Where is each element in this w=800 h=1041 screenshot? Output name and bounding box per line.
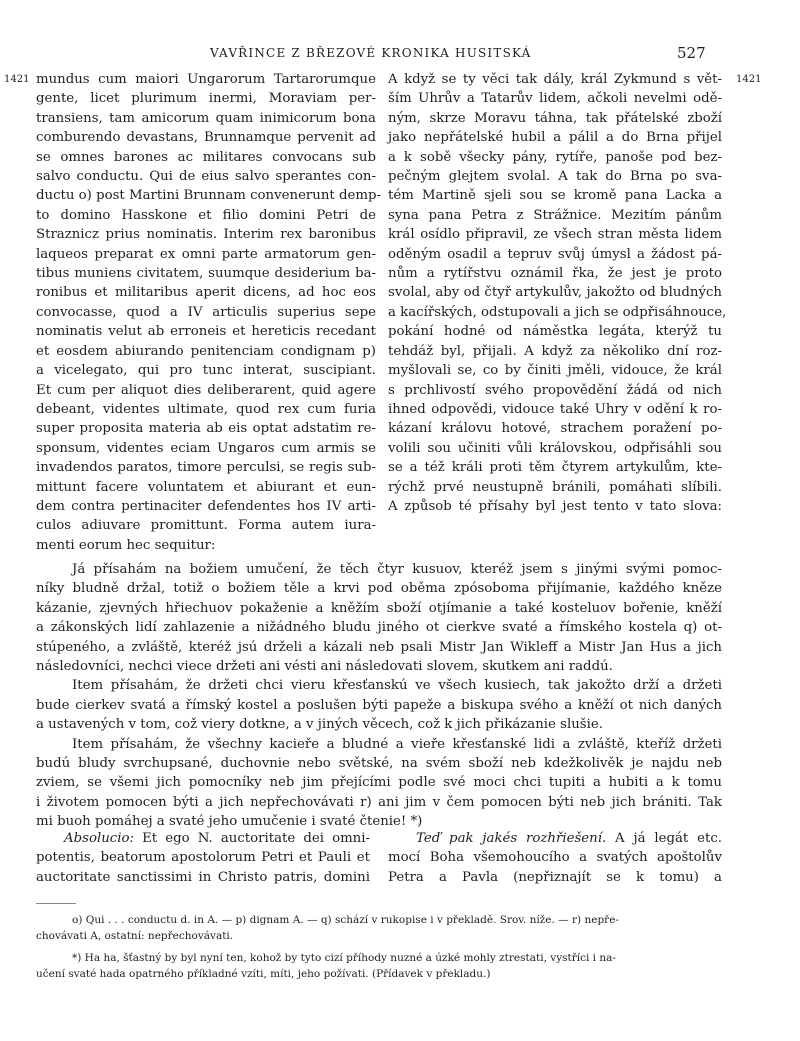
- latin-line: to domino Hasskone et filio domini Petri de: [36, 207, 376, 223]
- running-header: VAVŘINCE Z BŘEZOVÉ KRONIKA HUSITSKÁ: [210, 46, 532, 60]
- latin-line: comburendo devastans, Brunnamque pervenit ad: [36, 130, 376, 146]
- oath-line: stúpeného, a zvláště, kteréž jsú drželi a kázali neb psali Mistr Jan Wikleff a Mistr Jan Hus a jich: [36, 639, 722, 655]
- oath-line: a zákonských lidí zahlazenie a nižádného bludu jiného ot cierkve svaté a římského kostela q) ot-: [36, 620, 722, 636]
- absolution-latin-line: auctoritate sanctissimi in Christo patris, domini: [36, 869, 370, 885]
- oath-line: Item přísahám, že držeti chci vieru křesťanskú ve všech kusiech, tak jakožto drží a držeti: [72, 678, 722, 694]
- footnote-line: o) Qui . . . conductu d. in A. — p) dignam A. — q) schází v rukopise i v překladě. Srov. níže. — r) nepře-: [72, 914, 619, 926]
- latin-line: mittunt facere voluntatem et abiurant et eun-: [36, 479, 376, 495]
- latin-line: et eosdem abiurando penitenciam condignam p): [36, 343, 376, 359]
- latin-line: gente, licet plurimum inermi, Moraviam per-: [36, 91, 376, 107]
- czech-line: A když se ty věci tak dály, král Zykmund s vět-: [388, 72, 722, 87]
- latin-line: debeant, videntes ultimate, quod rex cum furia: [36, 401, 376, 417]
- czech-line: nům a rytířstvu oznámil řka, že jest je proto: [388, 266, 722, 282]
- czech-line: volili sou učiniti vůli královskou, odpřisáhli sou: [388, 440, 722, 456]
- oath-line: kázanie, zjevných hřiechuov pokaženie a kněžím sboží otjímanie a také kosteluov bořenie, kněží: [36, 600, 722, 616]
- absolution-czech-line: Petra a Pavla (nepřiznajít se k tomu) a: [388, 869, 722, 885]
- latin-line: super proposita materia ab eis optat adstatim re-: [36, 421, 376, 437]
- czech-line: myšlovali se, co by činiti jměli, vidouce, že král: [388, 363, 722, 379]
- translator-note-line: *) Ha ha, šťastný by byl nyní ten, kohož by tyto cizí příhody nuzné a úzké mohly ztrestati, vystříci i na-: [72, 952, 616, 964]
- latin-line: sponsum, videntes eciam Ungaros cum armis se: [36, 440, 376, 456]
- oath-line: a ustavených v tom, což viery dotkne, a v jiných věcech, což k jich přikázanie slušie.: [36, 717, 603, 733]
- latin-line: ronibus et militaribus aperit dicens, ad hoc eos: [36, 285, 376, 301]
- czech-line: syna pana Petra z Strážnice. Mezitím pánům: [388, 207, 722, 223]
- czech-line: rýchž prvé neustupně bránili, pomáhati slíbili.: [388, 479, 722, 495]
- margin-year-left: 1421: [4, 74, 30, 85]
- latin-line: invadendos paratos, timore perculsi, se regis sub-: [36, 460, 376, 476]
- czech-line: pokání hodné od náměstka legáta, kterýž tu: [388, 324, 722, 340]
- oath-text: [36, 560, 722, 832]
- translator-note-line: učení svaté hada opatrného příkladné vzíti, míti, jeho požívati. (Přídavek v překladu.): [36, 968, 491, 980]
- latin-line: a vicelegato, qui pro tunc interat, suscipiant.: [36, 363, 376, 379]
- czech-line: oděným osadil a tepruv svůj úmysl a žádost pá-: [388, 246, 722, 262]
- oath-line: zviem, se všemi jich pomocníky neb jim přejícími podle své moci chci tupiti a hubiti a k tomu: [36, 775, 722, 791]
- latin-line: convocasse, quod a IV articulis superius sepe: [36, 304, 376, 320]
- latin-line: laqueos preparat ex omni parte armatorum gen-: [36, 246, 376, 262]
- absolution-latin: [36, 829, 370, 887]
- oath-line: mi buoh pomáhej a svaté jeho umučenie i svaté čtenie! *): [36, 814, 423, 830]
- margin-year-right: 1421: [736, 74, 762, 85]
- absolution-latin-line: potentis, beatorum apostolorum Petri et Pauli et: [36, 850, 370, 866]
- czech-line: se a též králi proti těm čtyrem artykulům, kte-: [388, 460, 722, 476]
- czech-line: ihned odpovědi, vidouce také Uhry v odění k ro-: [388, 401, 722, 417]
- oath-line: Já přísahám na božiem umučení, že těch čtyr kusuov, kteréž jsem s jinými svými pomoc-: [72, 562, 722, 577]
- czech-line: král osídlo připravil, ze všech stran města lidem: [388, 227, 722, 243]
- czech-line: ším Uhrův a Tatarův lidem, ačkoli nevelmi odě-: [388, 91, 722, 107]
- absolution-czech: [388, 829, 722, 887]
- latin-line: dem contra pertinaciter defendentes hos IV arti-: [36, 498, 376, 514]
- latin-line: Straznicz prius nominatis. Interim rex baronibus: [36, 227, 376, 243]
- oath-line: následovníci, nechci viece držeti ani vésti ani následovati slovem, skutkem ani raddú.: [36, 659, 613, 675]
- czech-line: A způsob té přísahy byl jest tento v tato slova:: [388, 498, 722, 514]
- absolution-latin-line: Absolucio: Et ego N. auctoritate dei omni-: [64, 831, 370, 846]
- footnote-line: chovávati A, ostatní: nepřechovávati.: [36, 930, 234, 942]
- oath-line: i životem pomocen býti a jich nepřechovávati r) ani jim v čem pomocen býti neb jich brániti. Tak: [36, 794, 722, 810]
- oath-line: bude cierkev svatá a římský kostel a poslušen býti papeže a biskupa svého a kněží ot nich daných: [36, 697, 722, 713]
- czech-line: kázaní královu hotové, strachem poražení po-: [388, 421, 722, 437]
- latin-line: se omnes barones ac militares convocans sub: [36, 149, 376, 165]
- latin-line: menti eorum hec sequitur:: [36, 537, 216, 553]
- czech-line: a k sobě všecky pány, rytíře, panoše pod bez-: [388, 149, 722, 165]
- czech-line: tehdáž byl, přijali. A když za několiko dní roz-: [388, 343, 722, 359]
- footnotes: [36, 912, 726, 944]
- latin-line: Et cum per aliquot dies deliberarent, quid agere: [36, 382, 376, 398]
- oath-line: budú bludy svrchupsané, duchovnie nebo světské, na svém sboží neb kdežkolivěk je najdu neb: [36, 756, 722, 772]
- absolution-czech-label: Teď pak jakés rozhřiešení.: [416, 831, 607, 846]
- latin-line: salvo conductu. Qui de eius salvo sperantes con-: [36, 169, 376, 185]
- czech-line: s prchlivostí svého propovědění žádá od nich: [388, 382, 722, 398]
- latin-line: mundus cum maiori Ungarorum Tartarorumque: [36, 72, 376, 87]
- czech-line: tém Martině sjeli sou se kromě pana Lacka a: [388, 188, 722, 204]
- absolution-latin-label: Absolucio:: [64, 831, 134, 846]
- page-number: 527: [677, 44, 706, 62]
- latin-line: ductu o) post Martini Brunnam convenerunt demp-: [36, 188, 381, 204]
- czech-column: [388, 70, 727, 516]
- czech-line: pečným glejtem svolal. A tak do Brna po sva-: [388, 169, 722, 185]
- absolution-czech-line: Teď pak jakés rozhřiešení. A já legát etc.: [416, 831, 722, 846]
- czech-line: ným, skrze Moravu táhna, tak přátelské zboží: [388, 110, 722, 126]
- translator-note: [36, 950, 726, 982]
- latin-line: transiens, tam amicorum quam inimicorum bona: [36, 110, 376, 126]
- absolution-czech-line: mocí Boha všemohoucího a svatých apoštolův: [388, 850, 722, 866]
- latin-line: tibus muniens civitatem, suumque desiderium ba-: [36, 266, 376, 282]
- oath-line: Item přísahám, že všechny kacieře a bludné a vieře křesťanské lidi a zvláště, kteříž držeti: [72, 736, 722, 752]
- latin-line: nominatis velut ab erroneis et hereticis recedant: [36, 324, 376, 340]
- czech-line: jako nepřátelské hubil a pálil a do Brna přijel: [388, 130, 722, 146]
- latin-line: culos adiuvare promittunt. Forma autem iura-: [36, 518, 376, 534]
- czech-line: svolal, aby od čtyř artykulův, jakožto od bludných: [388, 285, 722, 301]
- footnote-divider: [36, 903, 76, 904]
- latin-column: [36, 70, 381, 555]
- czech-line: a kacířských, odstupovali a jich se odpřisáhnouce,: [388, 304, 727, 320]
- oath-line: níky bludně držal, totiž o božiem těle a krvi pod oběma zpósoboma přijímanie, každého kněze: [36, 581, 722, 597]
